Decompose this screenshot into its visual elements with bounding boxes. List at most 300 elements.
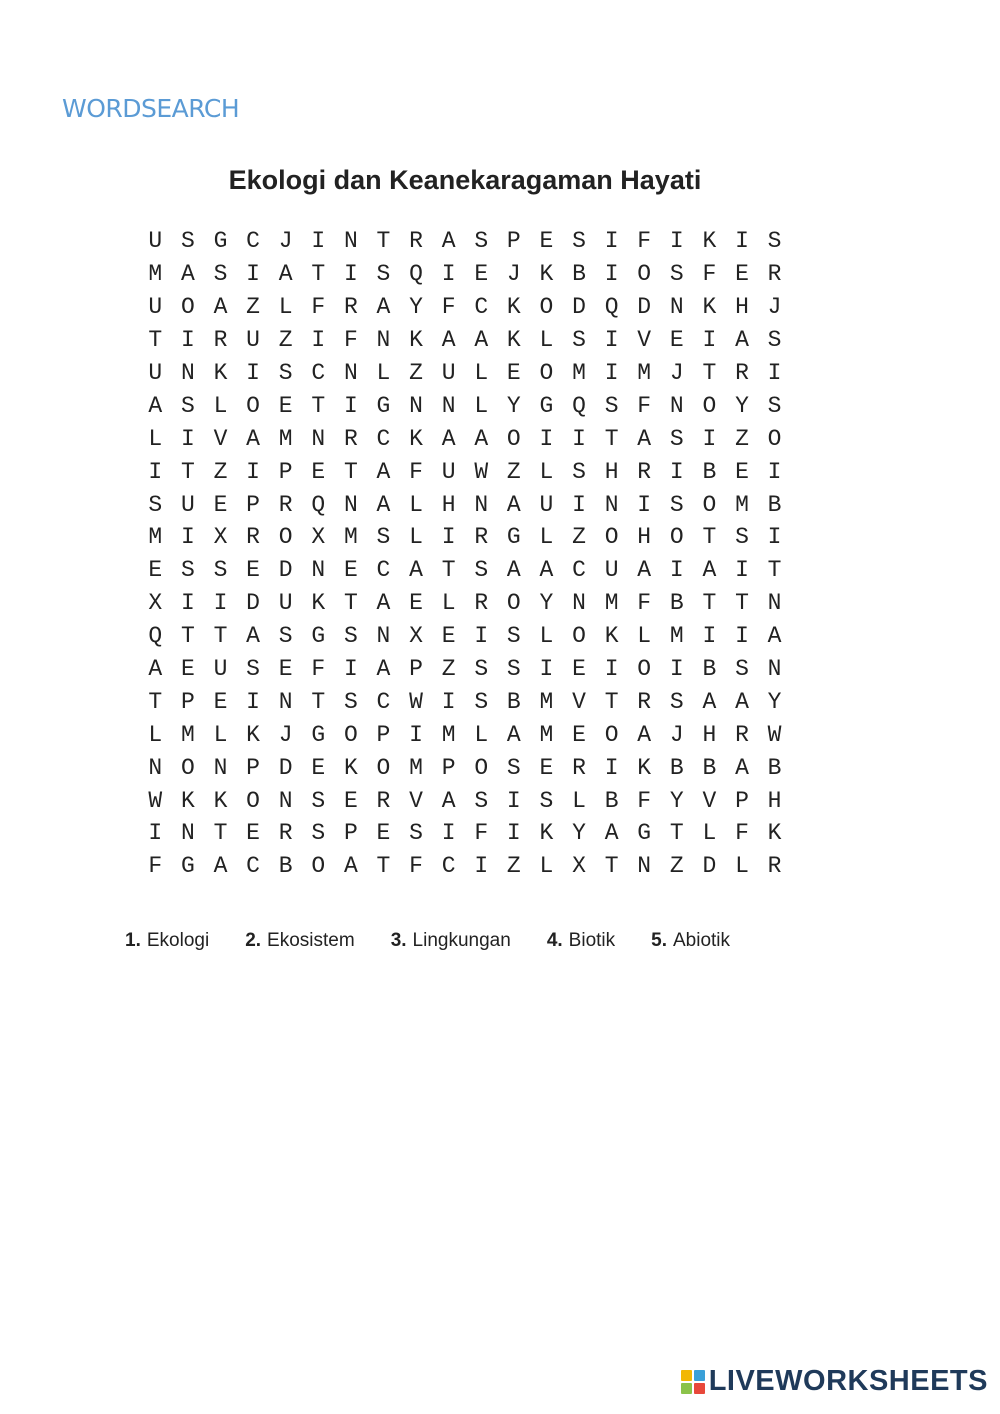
grid-cell[interactable]: T	[702, 360, 717, 386]
grid-cell[interactable]: K	[311, 590, 326, 617]
grid-cell[interactable]: S	[539, 787, 554, 814]
grid-cell[interactable]: K	[506, 294, 521, 321]
grid-cell[interactable]: S	[767, 392, 782, 419]
grid-cell[interactable]: N	[409, 392, 423, 419]
grid-cell[interactable]: A	[474, 327, 489, 354]
grid-cell[interactable]: A	[278, 261, 293, 288]
grid-cell[interactable]: Y	[735, 392, 749, 419]
grid-cell[interactable]: I	[180, 425, 195, 452]
grid-cell[interactable]: I	[604, 360, 619, 386]
grid-cell[interactable]: L	[539, 327, 554, 354]
grid-cell[interactable]: R	[409, 228, 423, 255]
grid-cell[interactable]: S	[735, 656, 749, 683]
grid-cell[interactable]: P	[343, 820, 358, 847]
grid-cell[interactable]: F	[409, 853, 423, 880]
grid-cell[interactable]: O	[180, 754, 195, 781]
grid-cell[interactable]: M	[441, 721, 456, 748]
grid-cell[interactable]: I	[441, 524, 456, 551]
grid-cell[interactable]: N	[311, 557, 326, 584]
grid-cell[interactable]: A	[376, 590, 391, 617]
grid-cell[interactable]: N	[180, 360, 195, 386]
grid-cell[interactable]: W	[148, 787, 163, 814]
grid-cell[interactable]: R	[735, 721, 749, 748]
grid-cell[interactable]: R	[246, 524, 260, 551]
grid-cell[interactable]: R	[213, 327, 228, 354]
grid-cell[interactable]: M	[604, 590, 619, 617]
grid-cell[interactable]: O	[246, 787, 260, 814]
grid-cell[interactable]: L	[409, 524, 423, 551]
grid-cell[interactable]: A	[637, 721, 652, 748]
grid-cell[interactable]: I	[669, 656, 684, 683]
grid-cell[interactable]: S	[669, 261, 684, 288]
grid-cell[interactable]: Y	[409, 294, 423, 321]
grid-cell[interactable]: I	[180, 590, 195, 617]
grid-cell[interactable]: B	[702, 754, 717, 781]
grid-cell[interactable]: U	[246, 327, 260, 354]
grid-cell[interactable]: W	[474, 458, 489, 485]
grid-cell[interactable]: R	[474, 524, 489, 551]
grid-cell[interactable]: I	[572, 491, 586, 518]
grid-cell[interactable]: A	[409, 557, 423, 584]
grid-cell[interactable]: A	[441, 228, 456, 255]
grid-cell[interactable]: R	[637, 458, 652, 485]
grid-cell[interactable]: T	[767, 557, 782, 584]
grid-cell[interactable]: A	[702, 688, 717, 715]
grid-cell[interactable]: F	[637, 392, 652, 419]
grid-cell[interactable]: S	[409, 820, 423, 847]
grid-cell[interactable]: T	[702, 590, 717, 617]
grid-cell[interactable]: I	[148, 458, 163, 485]
grid-cell[interactable]: N	[441, 392, 456, 419]
grid-cell[interactable]: P	[441, 754, 456, 781]
grid-cell[interactable]: B	[604, 787, 619, 814]
grid-cell[interactable]: T	[148, 688, 163, 715]
grid-cell[interactable]: E	[669, 327, 684, 354]
grid-cell[interactable]: G	[376, 392, 391, 419]
grid-cell[interactable]: I	[539, 656, 554, 683]
grid-cell[interactable]: A	[506, 721, 521, 748]
grid-cell[interactable]: X	[213, 524, 228, 551]
grid-cell[interactable]: O	[246, 392, 260, 419]
grid-cell[interactable]: O	[702, 491, 717, 518]
grid-cell[interactable]: M	[180, 721, 195, 748]
grid-cell[interactable]: T	[343, 590, 358, 617]
grid-cell[interactable]: A	[506, 491, 521, 518]
grid-cell[interactable]: K	[702, 294, 717, 321]
grid-cell[interactable]: R	[343, 294, 358, 321]
grid-cell[interactable]: S	[604, 392, 619, 419]
grid-cell[interactable]: S	[506, 623, 521, 650]
grid-cell[interactable]: A	[735, 688, 749, 715]
grid-cell[interactable]: O	[474, 754, 489, 781]
grid-cell[interactable]: I	[441, 820, 456, 847]
grid-cell[interactable]: S	[474, 787, 489, 814]
grid-cell[interactable]: U	[148, 228, 163, 255]
grid-cell[interactable]: A	[735, 754, 749, 781]
grid-cell[interactable]: Q	[311, 491, 326, 518]
grid-cell[interactable]: Y	[572, 820, 586, 847]
grid-cell[interactable]: E	[246, 557, 260, 584]
grid-cell[interactable]: I	[506, 787, 521, 814]
grid-cell[interactable]: I	[539, 425, 554, 452]
grid-cell[interactable]: E	[311, 754, 326, 781]
grid-cell[interactable]: F	[637, 787, 652, 814]
grid-cell[interactable]: G	[311, 623, 326, 650]
grid-cell[interactable]: S	[180, 557, 195, 584]
grid-cell[interactable]: B	[669, 754, 684, 781]
grid-cell[interactable]: C	[474, 294, 489, 321]
grid-cell[interactable]: K	[604, 623, 619, 650]
grid-cell[interactable]: A	[376, 294, 391, 321]
grid-cell[interactable]: S	[148, 491, 163, 518]
grid-cell[interactable]: S	[213, 261, 228, 288]
grid-cell[interactable]: F	[343, 327, 358, 354]
grid-cell[interactable]: N	[604, 491, 619, 518]
grid-cell[interactable]: S	[376, 524, 391, 551]
grid-cell[interactable]: M	[539, 688, 554, 715]
grid-cell[interactable]: S	[180, 228, 195, 255]
grid-cell[interactable]: Q	[148, 623, 163, 650]
grid-cell[interactable]: I	[506, 820, 521, 847]
grid-cell[interactable]: F	[702, 261, 717, 288]
grid-cell[interactable]: S	[246, 656, 260, 683]
grid-cell[interactable]: E	[246, 820, 260, 847]
grid-cell[interactable]: L	[539, 853, 554, 880]
grid-cell[interactable]: L	[539, 623, 554, 650]
grid-cell[interactable]: I	[246, 688, 260, 715]
grid-cell[interactable]: K	[213, 360, 228, 386]
grid-cell[interactable]: Z	[441, 656, 456, 683]
grid-cell[interactable]: S	[572, 458, 586, 485]
grid-cell[interactable]: A	[604, 820, 619, 847]
grid-cell[interactable]: S	[506, 754, 521, 781]
grid-cell[interactable]: L	[637, 623, 652, 650]
grid-cell[interactable]: N	[637, 853, 652, 880]
grid-cell[interactable]: Z	[278, 327, 293, 354]
grid-cell[interactable]: E	[213, 688, 228, 715]
grid-cell[interactable]: G	[637, 820, 652, 847]
grid-cell[interactable]: I	[441, 688, 456, 715]
grid-cell[interactable]: D	[246, 590, 260, 617]
grid-cell[interactable]: I	[767, 458, 782, 485]
grid-cell[interactable]: R	[735, 360, 749, 386]
grid-cell[interactable]: H	[604, 458, 619, 485]
grid-cell[interactable]: A	[148, 392, 163, 419]
grid-cell[interactable]: D	[278, 754, 293, 781]
grid-cell[interactable]: Z	[506, 458, 521, 485]
grid-cell[interactable]: E	[441, 623, 456, 650]
grid-cell[interactable]: B	[702, 458, 717, 485]
grid-cell[interactable]: T	[180, 623, 195, 650]
grid-cell[interactable]: I	[604, 261, 619, 288]
grid-cell[interactable]: F	[311, 656, 326, 683]
grid-cell[interactable]: I	[735, 623, 749, 650]
grid-cell[interactable]: K	[246, 721, 260, 748]
grid-cell[interactable]: S	[767, 228, 782, 255]
grid-cell[interactable]: F	[441, 294, 456, 321]
grid-cell[interactable]: P	[180, 688, 195, 715]
grid-cell[interactable]: B	[278, 853, 293, 880]
grid-cell[interactable]: I	[604, 754, 619, 781]
grid-cell[interactable]: N	[311, 425, 326, 452]
grid-cell[interactable]: B	[669, 590, 684, 617]
grid-cell[interactable]: F	[148, 853, 163, 880]
grid-cell[interactable]: A	[376, 491, 391, 518]
grid-cell[interactable]: L	[539, 458, 554, 485]
grid-cell[interactable]: O	[506, 590, 521, 617]
grid-cell[interactable]: U	[441, 458, 456, 485]
grid-cell[interactable]: V	[409, 787, 423, 814]
grid-cell[interactable]: F	[637, 590, 652, 617]
grid-cell[interactable]: O	[506, 425, 521, 452]
grid-cell[interactable]: S	[572, 327, 586, 354]
grid-cell[interactable]: L	[702, 820, 717, 847]
grid-cell[interactable]: S	[311, 820, 326, 847]
grid-cell[interactable]: T	[213, 623, 228, 650]
grid-cell[interactable]: J	[278, 228, 293, 255]
grid-cell[interactable]: O	[637, 656, 652, 683]
grid-cell[interactable]: I	[441, 261, 456, 288]
grid-cell[interactable]: A	[376, 458, 391, 485]
grid-cell[interactable]: A	[506, 557, 521, 584]
grid-cell[interactable]: E	[572, 656, 586, 683]
grid-cell[interactable]: A	[735, 327, 749, 354]
grid-cell[interactable]: M	[669, 623, 684, 650]
grid-cell[interactable]: Z	[669, 853, 684, 880]
grid-cell[interactable]: M	[572, 360, 586, 386]
grid-cell[interactable]: N	[376, 327, 391, 354]
grid-cell[interactable]: Z	[246, 294, 260, 321]
grid-cell[interactable]: N	[148, 754, 163, 781]
grid-cell[interactable]: E	[409, 590, 423, 617]
grid-cell[interactable]: N	[669, 294, 684, 321]
grid-cell[interactable]: B	[506, 688, 521, 715]
letter-grid[interactable]	[139, 225, 791, 883]
grid-cell[interactable]: T	[604, 853, 619, 880]
grid-cell[interactable]: L	[572, 787, 586, 814]
grid-cell[interactable]: A	[441, 327, 456, 354]
grid-cell[interactable]: S	[474, 228, 489, 255]
grid-cell[interactable]: C	[572, 557, 586, 584]
grid-cell[interactable]: K	[409, 425, 423, 452]
grid-cell[interactable]: O	[604, 721, 619, 748]
grid-cell[interactable]: T	[441, 557, 456, 584]
grid-cell[interactable]: I	[246, 360, 260, 386]
grid-cell[interactable]: X	[572, 853, 586, 880]
grid-cell[interactable]: D	[572, 294, 586, 321]
grid-cell[interactable]: O	[702, 392, 717, 419]
grid-cell[interactable]: A	[637, 557, 652, 584]
grid-cell[interactable]: M	[409, 754, 423, 781]
grid-cell[interactable]: H	[702, 721, 717, 748]
grid-cell[interactable]: O	[539, 360, 554, 386]
grid-cell[interactable]: N	[343, 360, 358, 386]
grid-cell[interactable]: Z	[572, 524, 586, 551]
grid-cell[interactable]: S	[278, 360, 293, 386]
grid-cell[interactable]: A	[246, 623, 260, 650]
grid-cell[interactable]: V	[637, 327, 652, 354]
grid-cell[interactable]: A	[343, 853, 358, 880]
grid-cell[interactable]: E	[148, 557, 163, 584]
grid-cell[interactable]: L	[735, 853, 749, 880]
grid-cell[interactable]: E	[735, 458, 749, 485]
grid-cell[interactable]: A	[148, 656, 163, 683]
grid-cell[interactable]: G	[213, 228, 228, 255]
grid-cell[interactable]: S	[735, 524, 749, 551]
grid-cell[interactable]: H	[441, 491, 456, 518]
grid-cell[interactable]: E	[180, 656, 195, 683]
grid-cell[interactable]: D	[278, 557, 293, 584]
grid-cell[interactable]: L	[474, 392, 489, 419]
grid-cell[interactable]: R	[637, 688, 652, 715]
grid-cell[interactable]: I	[572, 425, 586, 452]
grid-cell[interactable]: S	[376, 261, 391, 288]
grid-cell[interactable]: I	[702, 623, 717, 650]
grid-cell[interactable]: G	[311, 721, 326, 748]
grid-cell[interactable]: B	[702, 656, 717, 683]
grid-cell[interactable]: Y	[767, 688, 782, 715]
grid-cell[interactable]: G	[506, 524, 521, 551]
grid-cell[interactable]: L	[474, 360, 489, 386]
grid-cell[interactable]: H	[637, 524, 652, 551]
grid-cell[interactable]: C	[376, 425, 391, 452]
grid-cell[interactable]: L	[376, 360, 391, 386]
grid-cell[interactable]: P	[506, 228, 521, 255]
grid-cell[interactable]: P	[246, 491, 260, 518]
grid-cell[interactable]: F	[474, 820, 489, 847]
grid-cell[interactable]: Z	[506, 853, 521, 880]
grid-cell[interactable]: L	[278, 294, 293, 321]
grid-cell[interactable]: A	[376, 656, 391, 683]
grid-cell[interactable]: W	[767, 721, 782, 748]
grid-cell[interactable]: G	[180, 853, 195, 880]
grid-cell[interactable]: N	[376, 623, 391, 650]
grid-cell[interactable]: E	[539, 754, 554, 781]
grid-cell[interactable]: I	[669, 228, 684, 255]
grid-cell[interactable]: T	[180, 458, 195, 485]
grid-cell[interactable]: D	[702, 853, 717, 880]
grid-cell[interactable]: N	[278, 688, 293, 715]
grid-cell[interactable]: E	[506, 360, 521, 386]
grid-cell[interactable]: O	[311, 853, 326, 880]
grid-cell[interactable]: A	[474, 425, 489, 452]
grid-cell[interactable]: I	[343, 656, 358, 683]
grid-cell[interactable]: L	[213, 392, 228, 419]
grid-cell[interactable]: H	[735, 294, 749, 321]
grid-cell[interactable]: K	[539, 820, 554, 847]
grid-cell[interactable]: A	[246, 425, 260, 452]
grid-cell[interactable]: R	[767, 853, 782, 880]
grid-cell[interactable]: U	[278, 590, 293, 617]
grid-cell[interactable]: C	[376, 688, 391, 715]
grid-cell[interactable]: V	[702, 787, 717, 814]
grid-cell[interactable]: C	[246, 228, 260, 255]
grid-cell[interactable]: U	[539, 491, 554, 518]
grid-cell[interactable]: S	[767, 327, 782, 354]
grid-cell[interactable]: I	[767, 524, 782, 551]
grid-cell[interactable]: U	[180, 491, 195, 518]
grid-cell[interactable]: U	[604, 557, 619, 584]
grid-cell[interactable]: I	[702, 425, 717, 452]
grid-cell[interactable]: A	[213, 853, 228, 880]
grid-cell[interactable]: Q	[409, 261, 423, 288]
grid-cell[interactable]: M	[637, 360, 652, 386]
grid-cell[interactable]: L	[148, 425, 163, 452]
grid-cell[interactable]: I	[735, 228, 749, 255]
grid-cell[interactable]: A	[180, 261, 195, 288]
grid-cell[interactable]: J	[669, 721, 684, 748]
grid-cell[interactable]: E	[376, 820, 391, 847]
grid-cell[interactable]: E	[343, 787, 358, 814]
grid-cell[interactable]: O	[637, 261, 652, 288]
grid-cell[interactable]: D	[637, 294, 652, 321]
grid-cell[interactable]: P	[246, 754, 260, 781]
grid-cell[interactable]: I	[604, 228, 619, 255]
grid-cell[interactable]: B	[767, 491, 782, 518]
grid-cell[interactable]: J	[506, 261, 521, 288]
grid-cell[interactable]: A	[767, 623, 782, 650]
grid-cell[interactable]: J	[767, 294, 782, 321]
grid-cell[interactable]: C	[311, 360, 326, 386]
grid-cell[interactable]: E	[572, 721, 586, 748]
grid-cell[interactable]: Y	[506, 392, 521, 419]
grid-cell[interactable]: T	[735, 590, 749, 617]
grid-cell[interactable]: O	[343, 721, 358, 748]
grid-cell[interactable]: I	[637, 491, 652, 518]
grid-cell[interactable]: S	[572, 228, 586, 255]
grid-cell[interactable]: Q	[604, 294, 619, 321]
grid-cell[interactable]: I	[409, 721, 423, 748]
grid-cell[interactable]: T	[343, 458, 358, 485]
grid-cell[interactable]: I	[311, 327, 326, 354]
grid-cell[interactable]: N	[343, 228, 358, 255]
grid-cell[interactable]: Z	[735, 425, 749, 452]
grid-cell[interactable]: R	[343, 425, 358, 452]
grid-cell[interactable]: I	[474, 623, 489, 650]
grid-cell[interactable]: T	[148, 327, 163, 354]
grid-cell[interactable]: K	[213, 787, 228, 814]
grid-cell[interactable]: I	[604, 327, 619, 354]
grid-cell[interactable]: K	[767, 820, 782, 847]
grid-cell[interactable]: N	[669, 392, 684, 419]
grid-cell[interactable]: I	[669, 458, 684, 485]
grid-cell[interactable]: R	[474, 590, 489, 617]
grid-cell[interactable]: E	[278, 392, 293, 419]
grid-cell[interactable]: C	[441, 853, 456, 880]
grid-cell[interactable]: H	[767, 787, 782, 814]
grid-cell[interactable]: S	[474, 656, 489, 683]
grid-cell[interactable]: R	[278, 491, 293, 518]
grid-cell[interactable]: T	[311, 392, 326, 419]
grid-cell[interactable]: F	[735, 820, 749, 847]
grid-cell[interactable]: N	[767, 590, 782, 617]
grid-cell[interactable]: A	[441, 425, 456, 452]
grid-cell[interactable]: E	[735, 261, 749, 288]
grid-cell[interactable]: M	[278, 425, 293, 452]
grid-cell[interactable]: R	[278, 820, 293, 847]
grid-cell[interactable]: F	[637, 228, 652, 255]
grid-cell[interactable]: A	[213, 294, 228, 321]
grid-cell[interactable]: B	[767, 754, 782, 781]
grid-cell[interactable]: I	[735, 557, 749, 584]
grid-cell[interactable]: C	[246, 853, 260, 880]
grid-cell[interactable]: S	[180, 392, 195, 419]
grid-cell[interactable]: O	[572, 623, 586, 650]
grid-cell[interactable]: I	[246, 261, 260, 288]
grid-cell[interactable]: N	[213, 754, 228, 781]
grid-cell[interactable]: G	[539, 392, 554, 419]
grid-cell[interactable]: O	[604, 524, 619, 551]
